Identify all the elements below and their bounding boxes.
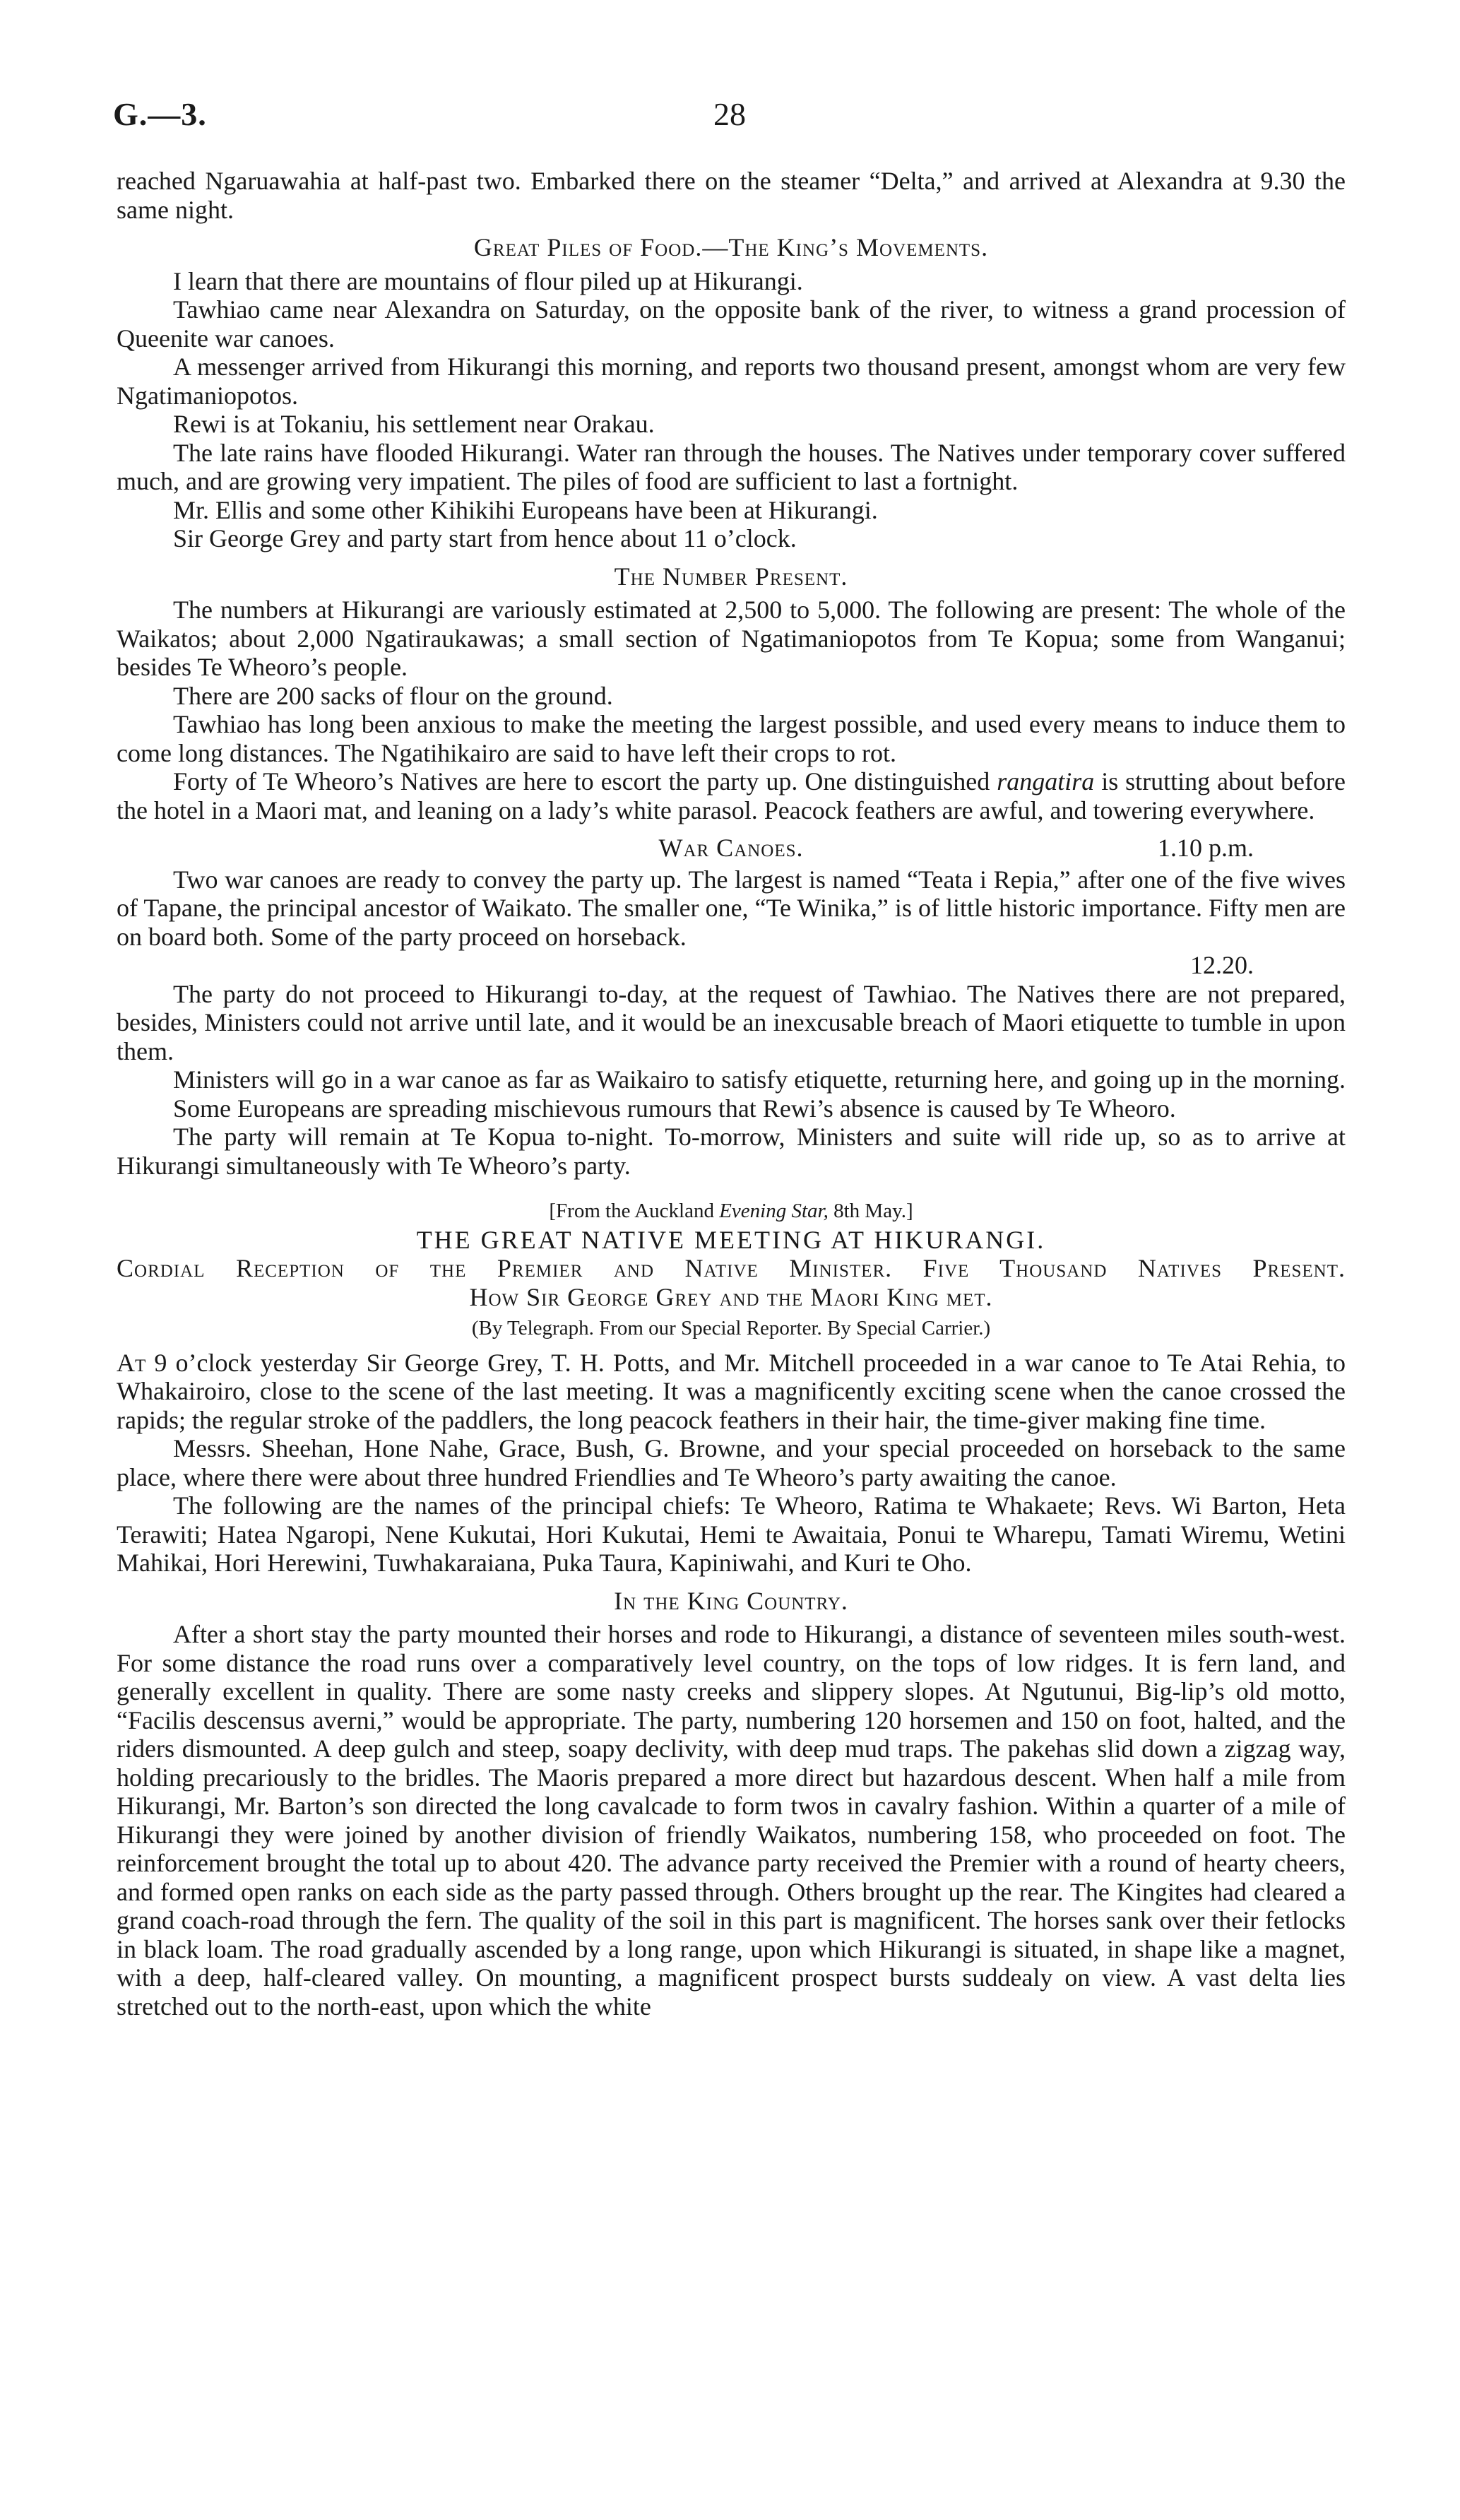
paragraph: reached Ngaruawahia at half-past two. Embarked there on the steamer “Delta,” and arrived at Alexandra at 9.30 the same night. xyxy=(117,167,1346,224)
paragraph: The party will remain at Te Kopua to-night. To-morrow, Ministers and suite will ride up, so as to arrive at Hikurangi simultaneously with Te Wheoro’s party. xyxy=(117,1123,1346,1180)
paragraph: Ministers will go in a war canoe as far as Waikairo to satisfy etiquette, returning here, and going up in the morning. xyxy=(173,1065,1346,1094)
timestamp: 1.10 p.m. xyxy=(1157,834,1254,862)
paragraph: A messenger arrived from Hikurangi this morning, and reports two thousand present, amongst whom are very few Ngatimaniopotos. xyxy=(117,353,1346,410)
paragraph: There are 200 sacks of flour on the ground. xyxy=(173,681,613,710)
paragraph: Tawhiao came near Alexandra on Saturday, on the opposite bank of the river, to witness a grand procession of Queenite war canoes. xyxy=(117,295,1346,353)
source-text: 8th May.] xyxy=(828,1200,913,1222)
page-number: 28 xyxy=(713,96,746,132)
section-heading xyxy=(117,834,1346,863)
paragraph-text: is strutting about before the hotel in a Maori mat, and leaning on a lady’s white parasol. Peacock feathers are awful, and towering everywhere. xyxy=(117,767,1346,824)
paragraph xyxy=(117,767,1346,824)
paragraph: Sir George Grey and party start from hence about 11 o’clock. xyxy=(173,524,797,552)
article-subtitle: Cordial Reception of the Premier and Native Minister. Five Thousand Natives Present. xyxy=(117,1254,1346,1282)
paragraph-text: Forty of Te Wheoro’s Natives are here to escort the party up. One distinguished xyxy=(173,767,997,795)
byline: (By Telegraph. From our Special Reporter. By Special Carrier.) xyxy=(471,1317,991,1339)
paragraph: Tawhiao has long been anxious to make the meeting the largest possible, and used every means to induce them to come long distances. The Ngatihikairo are said to have left their crops to rot. xyxy=(117,710,1346,767)
paragraph: The numbers at Hikurangi are variously estimated at 2,500 to 5,000. The following are present: The whole of the Waikatos; about 2,000 Ngatiraukawas; a small section of Ngatimaniopotos from Te Kopua; some from Wanganui; besides Te Wheoro’s people. xyxy=(117,596,1346,681)
article-subtitle: How Sir George Grey and the Maori King met. xyxy=(469,1282,993,1311)
paragraph: Rewi is at Tokaniu, his settlement near Orakau. xyxy=(173,410,655,438)
source-text: [From the Auckland xyxy=(549,1200,720,1222)
paragraph: The following are the names of the principal chiefs: Te Wheoro, Ratima te Whakaete; Revs. Wi Barton, Heta Terawiti; Hatea Ngaropi, Nene Kukutai, Hori Kukutai, Hemi te Awaitaia, Ponui te Wharepu, Tamati Wiremu, Wetini Mahikai, Hori Herewini, Tuwhakaraiana, Puka Taura, Kapiniwahi, and Kuri te Oho. xyxy=(117,1491,1346,1577)
paragraph: Some Europeans are spreading mischievous rumours that Rewi’s absence is caused by Te Wheoro. xyxy=(173,1094,1176,1123)
paragraph-text: 9 o’clock yesterday Sir George Grey, T. H. Potts, and Mr. Mitchell proceeded in a war canoe to Te Atai Rehia, to Whakairoiro, close to the scene of the last meeting. It was a magnificently exciting scene when the canoe crossed the rapids; the regular stroke of the paddlers, the long peacock feathers in their hair, the time-giver making fine time. xyxy=(117,1348,1346,1434)
section-heading: In the King Country. xyxy=(614,1586,848,1615)
paragraph xyxy=(117,1349,1346,1435)
section-heading: Great Piles of Food.—The King’s Movements. xyxy=(473,233,989,261)
newspaper-name: Evening Star, xyxy=(719,1200,829,1222)
article-column xyxy=(117,167,1346,2021)
section-heading: The Number Present. xyxy=(614,562,848,591)
series-label: G.—3. xyxy=(113,96,207,132)
paragraph: Messrs. Sheehan, Hone Nahe, Grace, Bush, G. Browne, and your special proceeded on horseback to the same place, where there were about three hundred Friendlies and Te Wheoro’s party awaiting the canoe. xyxy=(117,1434,1346,1491)
heading-text: War Canoes. xyxy=(658,834,804,862)
lead-word: At xyxy=(117,1348,146,1377)
italic-term: rangatira xyxy=(997,767,1095,795)
paragraph: After a short stay the party mounted their horses and rode to Hikurangi, a distance of seventeen miles south-west. For some distance the road runs over a comparatively level country, on the tops of low ridges. It is fern land, and generally excellent in quality. There are some nasty creeks and slippery slopes. At Ngutunui, Big-lip’s old motto, “Facilis descensus averni,” would be appropriate. The party, numbering 120 horsemen and 150 on foot, halted, and the riders dismounted. A deep gulch and steep, soapy declivity, with deep mud traps. The pakehas slid down a zigzag way, holding precariously to the bridles. The Maoris prepared a more direct but hazardous descent. When half a mile from Hikurangi, Mr. Barton’s son directed the long cavalcade to form twos in cavalry fashion. Within a quarter of a mile of Hikurangi they were joined by another division of friendly Waikatos, numbering 158, who proceeded on foot. The reinforcement brought the total up to about 420. The advance party received the Premier with a round of hearty cheers, and formed open ranks on each side as the party passed through. Others brought up the rear. The Kingites had cleared a grand coach-road through the fern. The quality of the soil in this part is magnificent. The horses sank over their fetlocks in black loam. The road gradually ascended by a long range, upon which Hikurangi is situated, in shape like a magnet, with a deep, half-cleared valley. On mounting, a magnificent prospect bursts suddealy on view. A vast delta lies stretched out to the north-east, upon which the white xyxy=(117,1620,1346,2021)
paragraph: Mr. Ellis and some other Kihikihi Europeans have been at Hikurangi. xyxy=(173,495,878,524)
article-title: THE GREAT NATIVE MEETING AT HIKURANGI. xyxy=(416,1225,1046,1254)
paragraph: The late rains have flooded Hikurangi. Water ran through the houses. The Natives under temporary cover suffered much, and are growing very impatient. The piles of food are sufficient to last a fortnight. xyxy=(117,438,1346,495)
source-note xyxy=(117,1197,1346,1226)
paragraph: I learn that there are mountains of flour piled up at Hikurangi. xyxy=(173,266,803,295)
paragraph: Two war canoes are ready to convey the party up. The largest is named “Teata i Repia,” after one of the five wives of Tapane, the principal ancestor of Waikato. The smaller one, “Te Winika,” is of little historic importance. Fifty men are on board both. Some of the party proceed on horseback. xyxy=(117,865,1346,951)
timestamp: 12.20. xyxy=(1190,951,1254,979)
paragraph: The party do not proceed to Hikurangi to-day, at the request of Tawhiao. The Natives there are not prepared, besides, Ministers could not arrive until late, and it would be an inexcusable breach of Maori etiquette to tumble in upon them. xyxy=(117,979,1346,1065)
